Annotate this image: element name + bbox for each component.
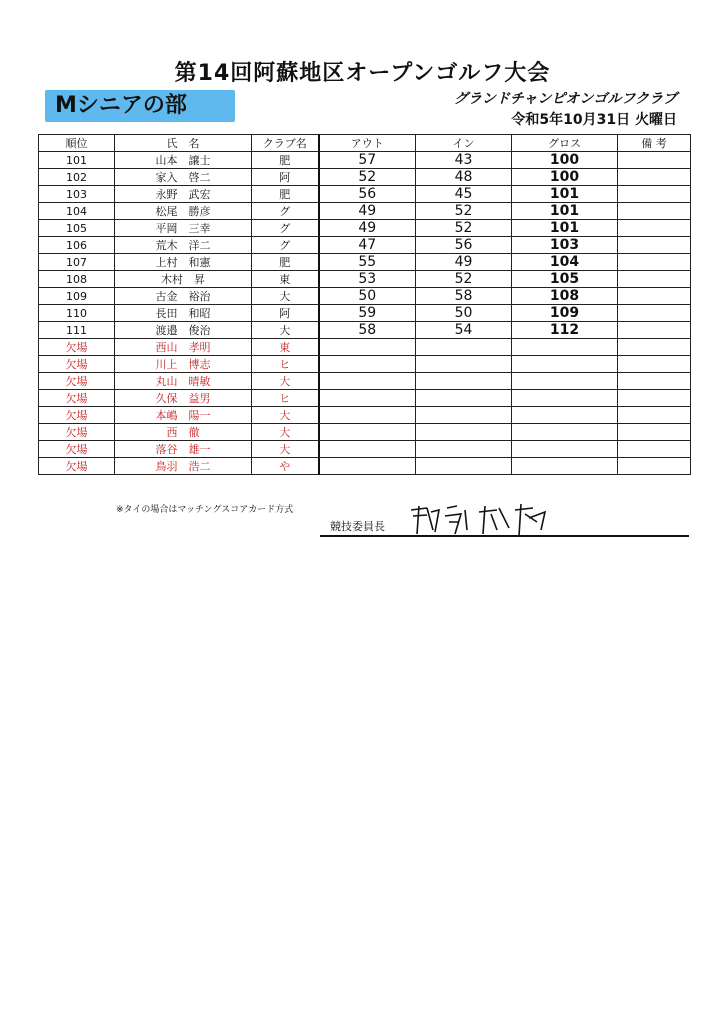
cell-in: [416, 390, 512, 407]
header-club: クラブ名: [252, 135, 319, 152]
cell-rank: 欠場: [39, 390, 115, 407]
cell-note: [618, 356, 691, 373]
cell-in: [416, 339, 512, 356]
cell-rank: 102: [39, 169, 115, 186]
cell-out: [319, 356, 416, 373]
cell-in: 54: [416, 322, 512, 339]
cell-rank: 欠場: [39, 424, 115, 441]
header-in: イン: [416, 135, 512, 152]
cell-gross: 103: [512, 237, 618, 254]
cell-out: [319, 339, 416, 356]
cell-in: 50: [416, 305, 512, 322]
cell-gross: 101: [512, 203, 618, 220]
cell-name: 川上 博志: [115, 356, 252, 373]
table-row: [39, 441, 691, 458]
cell-gross: 101: [512, 186, 618, 203]
cell-in: 52: [416, 271, 512, 288]
cell-in: 52: [416, 203, 512, 220]
cell-name: 山本 譲士: [115, 152, 252, 169]
cell-out: 47: [319, 237, 416, 254]
cell-out: [319, 407, 416, 424]
cell-club: 大: [252, 407, 319, 424]
cell-gross: 100: [512, 152, 618, 169]
tie-note: ※タイの場合はマッチングスコアカード方式: [116, 505, 294, 515]
cell-out: [319, 373, 416, 390]
cell-gross: [512, 441, 618, 458]
cell-name: 長田 和昭: [115, 305, 252, 322]
table-row: [39, 169, 691, 186]
cell-rank: 欠場: [39, 373, 115, 390]
cell-club: グ: [252, 237, 319, 254]
cell-in: [416, 424, 512, 441]
cell-note: [618, 152, 691, 169]
cell-out: 55: [319, 254, 416, 271]
cell-note: [618, 203, 691, 220]
table-row: [39, 305, 691, 322]
cell-out: 56: [319, 186, 416, 203]
cell-out: 58: [319, 322, 416, 339]
cell-gross: 100: [512, 169, 618, 186]
cell-in: 49: [416, 254, 512, 271]
cell-name: 本嶋 陽一: [115, 407, 252, 424]
cell-note: [618, 424, 691, 441]
cell-club: ヒ: [252, 390, 319, 407]
cell-rank: 105: [39, 220, 115, 237]
table-row: [39, 390, 691, 407]
cell-rank: 104: [39, 203, 115, 220]
cell-name: 鳥羽 浩二: [115, 458, 252, 475]
table-row: [39, 424, 691, 441]
cell-gross: [512, 373, 618, 390]
cell-rank: 103: [39, 186, 115, 203]
cell-note: [618, 220, 691, 237]
cell-in: 56: [416, 237, 512, 254]
cell-in: 45: [416, 186, 512, 203]
page-title: 第14回阿蘇地区オープンゴルフ大会: [174, 61, 551, 86]
cell-gross: [512, 339, 618, 356]
cell-club: 大: [252, 288, 319, 305]
cell-club: 大: [252, 373, 319, 390]
cell-club: 東: [252, 271, 319, 288]
cell-note: [618, 373, 691, 390]
cell-out: 53: [319, 271, 416, 288]
cell-club: や: [252, 458, 319, 475]
cell-rank: 欠場: [39, 441, 115, 458]
cell-name: 西山 孝明: [115, 339, 252, 356]
cell-rank: 欠場: [39, 339, 115, 356]
results-table: [38, 134, 691, 475]
cell-out: [319, 390, 416, 407]
cell-club: グ: [252, 203, 319, 220]
table-row: [39, 322, 691, 339]
table-row: [39, 339, 691, 356]
cell-note: [618, 441, 691, 458]
signature: [405, 500, 555, 540]
cell-in: [416, 458, 512, 475]
table-row: [39, 288, 691, 305]
cell-gross: 108: [512, 288, 618, 305]
cell-gross: 105: [512, 271, 618, 288]
cell-rank: 110: [39, 305, 115, 322]
cell-in: [416, 441, 512, 458]
cell-rank: 欠場: [39, 458, 115, 475]
cell-club: 大: [252, 322, 319, 339]
cell-name: 荒木 洋二: [115, 237, 252, 254]
cell-gross: [512, 407, 618, 424]
table-row: [39, 458, 691, 475]
cell-club: グ: [252, 220, 319, 237]
cell-name: 平岡 三幸: [115, 220, 252, 237]
table-row: [39, 186, 691, 203]
header-gross: グロス: [512, 135, 618, 152]
cell-gross: [512, 356, 618, 373]
cell-club: 肥: [252, 254, 319, 271]
cell-note: [618, 271, 691, 288]
cell-note: [618, 322, 691, 339]
event-date: 令和5年10月31日 火曜日: [511, 112, 677, 128]
cell-note: [618, 237, 691, 254]
cell-gross: 104: [512, 254, 618, 271]
cell-in: 52: [416, 220, 512, 237]
cell-note: [618, 169, 691, 186]
cell-rank: 106: [39, 237, 115, 254]
cell-note: [618, 305, 691, 322]
cell-gross: [512, 424, 618, 441]
cell-rank: 108: [39, 271, 115, 288]
cell-out: [319, 458, 416, 475]
cell-club: 大: [252, 441, 319, 458]
cell-note: [618, 288, 691, 305]
cell-out: [319, 424, 416, 441]
header-name: 氏 名: [115, 135, 252, 152]
venue-name: グランドチャンピオンゴルフクラブ: [453, 91, 677, 107]
cell-rank: 107: [39, 254, 115, 271]
cell-in: [416, 407, 512, 424]
cell-in: 48: [416, 169, 512, 186]
table-row: [39, 203, 691, 220]
cell-in: [416, 373, 512, 390]
cell-club: ヒ: [252, 356, 319, 373]
cell-club: 肥: [252, 186, 319, 203]
category-label: Mシニアの部: [45, 90, 235, 122]
cell-name: 家入 啓二: [115, 169, 252, 186]
cell-rank: 111: [39, 322, 115, 339]
cell-club: 東: [252, 339, 319, 356]
cell-club: 阿: [252, 305, 319, 322]
cell-rank: 欠場: [39, 407, 115, 424]
table-row: [39, 254, 691, 271]
cell-name: 上村 和憲: [115, 254, 252, 271]
header-out: アウト: [319, 135, 416, 152]
cell-rank: 101: [39, 152, 115, 169]
cell-out: [319, 441, 416, 458]
chair-label: 競技委員長: [330, 520, 385, 533]
table-row: [39, 152, 691, 169]
cell-club: 肥: [252, 152, 319, 169]
cell-club: 阿: [252, 169, 319, 186]
header-note: 備 考: [618, 135, 691, 152]
cell-out: 52: [319, 169, 416, 186]
cell-name: 落谷 雄一: [115, 441, 252, 458]
cell-out: 59: [319, 305, 416, 322]
cell-out: 50: [319, 288, 416, 305]
header-rank: 順位: [39, 135, 115, 152]
cell-in: 58: [416, 288, 512, 305]
table-row: [39, 373, 691, 390]
table-row: [39, 220, 691, 237]
table-row: [39, 237, 691, 254]
cell-out: 49: [319, 203, 416, 220]
cell-name: 永野 武宏: [115, 186, 252, 203]
cell-note: [618, 407, 691, 424]
cell-gross: 112: [512, 322, 618, 339]
cell-note: [618, 254, 691, 271]
cell-rank: 欠場: [39, 356, 115, 373]
cell-name: 西 徹: [115, 424, 252, 441]
cell-gross: 101: [512, 220, 618, 237]
cell-note: [618, 186, 691, 203]
table-row: [39, 407, 691, 424]
table-header-row: [39, 135, 691, 152]
cell-gross: [512, 390, 618, 407]
cell-out: 49: [319, 220, 416, 237]
cell-club: 大: [252, 424, 319, 441]
cell-out: 57: [319, 152, 416, 169]
cell-name: 渡邉 俊治: [115, 322, 252, 339]
cell-name: 古金 裕治: [115, 288, 252, 305]
cell-name: 丸山 晴敏: [115, 373, 252, 390]
cell-name: 松尾 勝彦: [115, 203, 252, 220]
cell-rank: 109: [39, 288, 115, 305]
cell-gross: [512, 458, 618, 475]
cell-in: [416, 356, 512, 373]
results-body: [39, 152, 691, 475]
cell-name: 久保 益男: [115, 390, 252, 407]
cell-name: 木村 昇: [115, 271, 252, 288]
cell-note: [618, 390, 691, 407]
table-row: [39, 271, 691, 288]
cell-in: 43: [416, 152, 512, 169]
cell-note: [618, 339, 691, 356]
table-row: [39, 356, 691, 373]
signature-line: [320, 535, 689, 537]
cell-note: [618, 458, 691, 475]
cell-gross: 109: [512, 305, 618, 322]
